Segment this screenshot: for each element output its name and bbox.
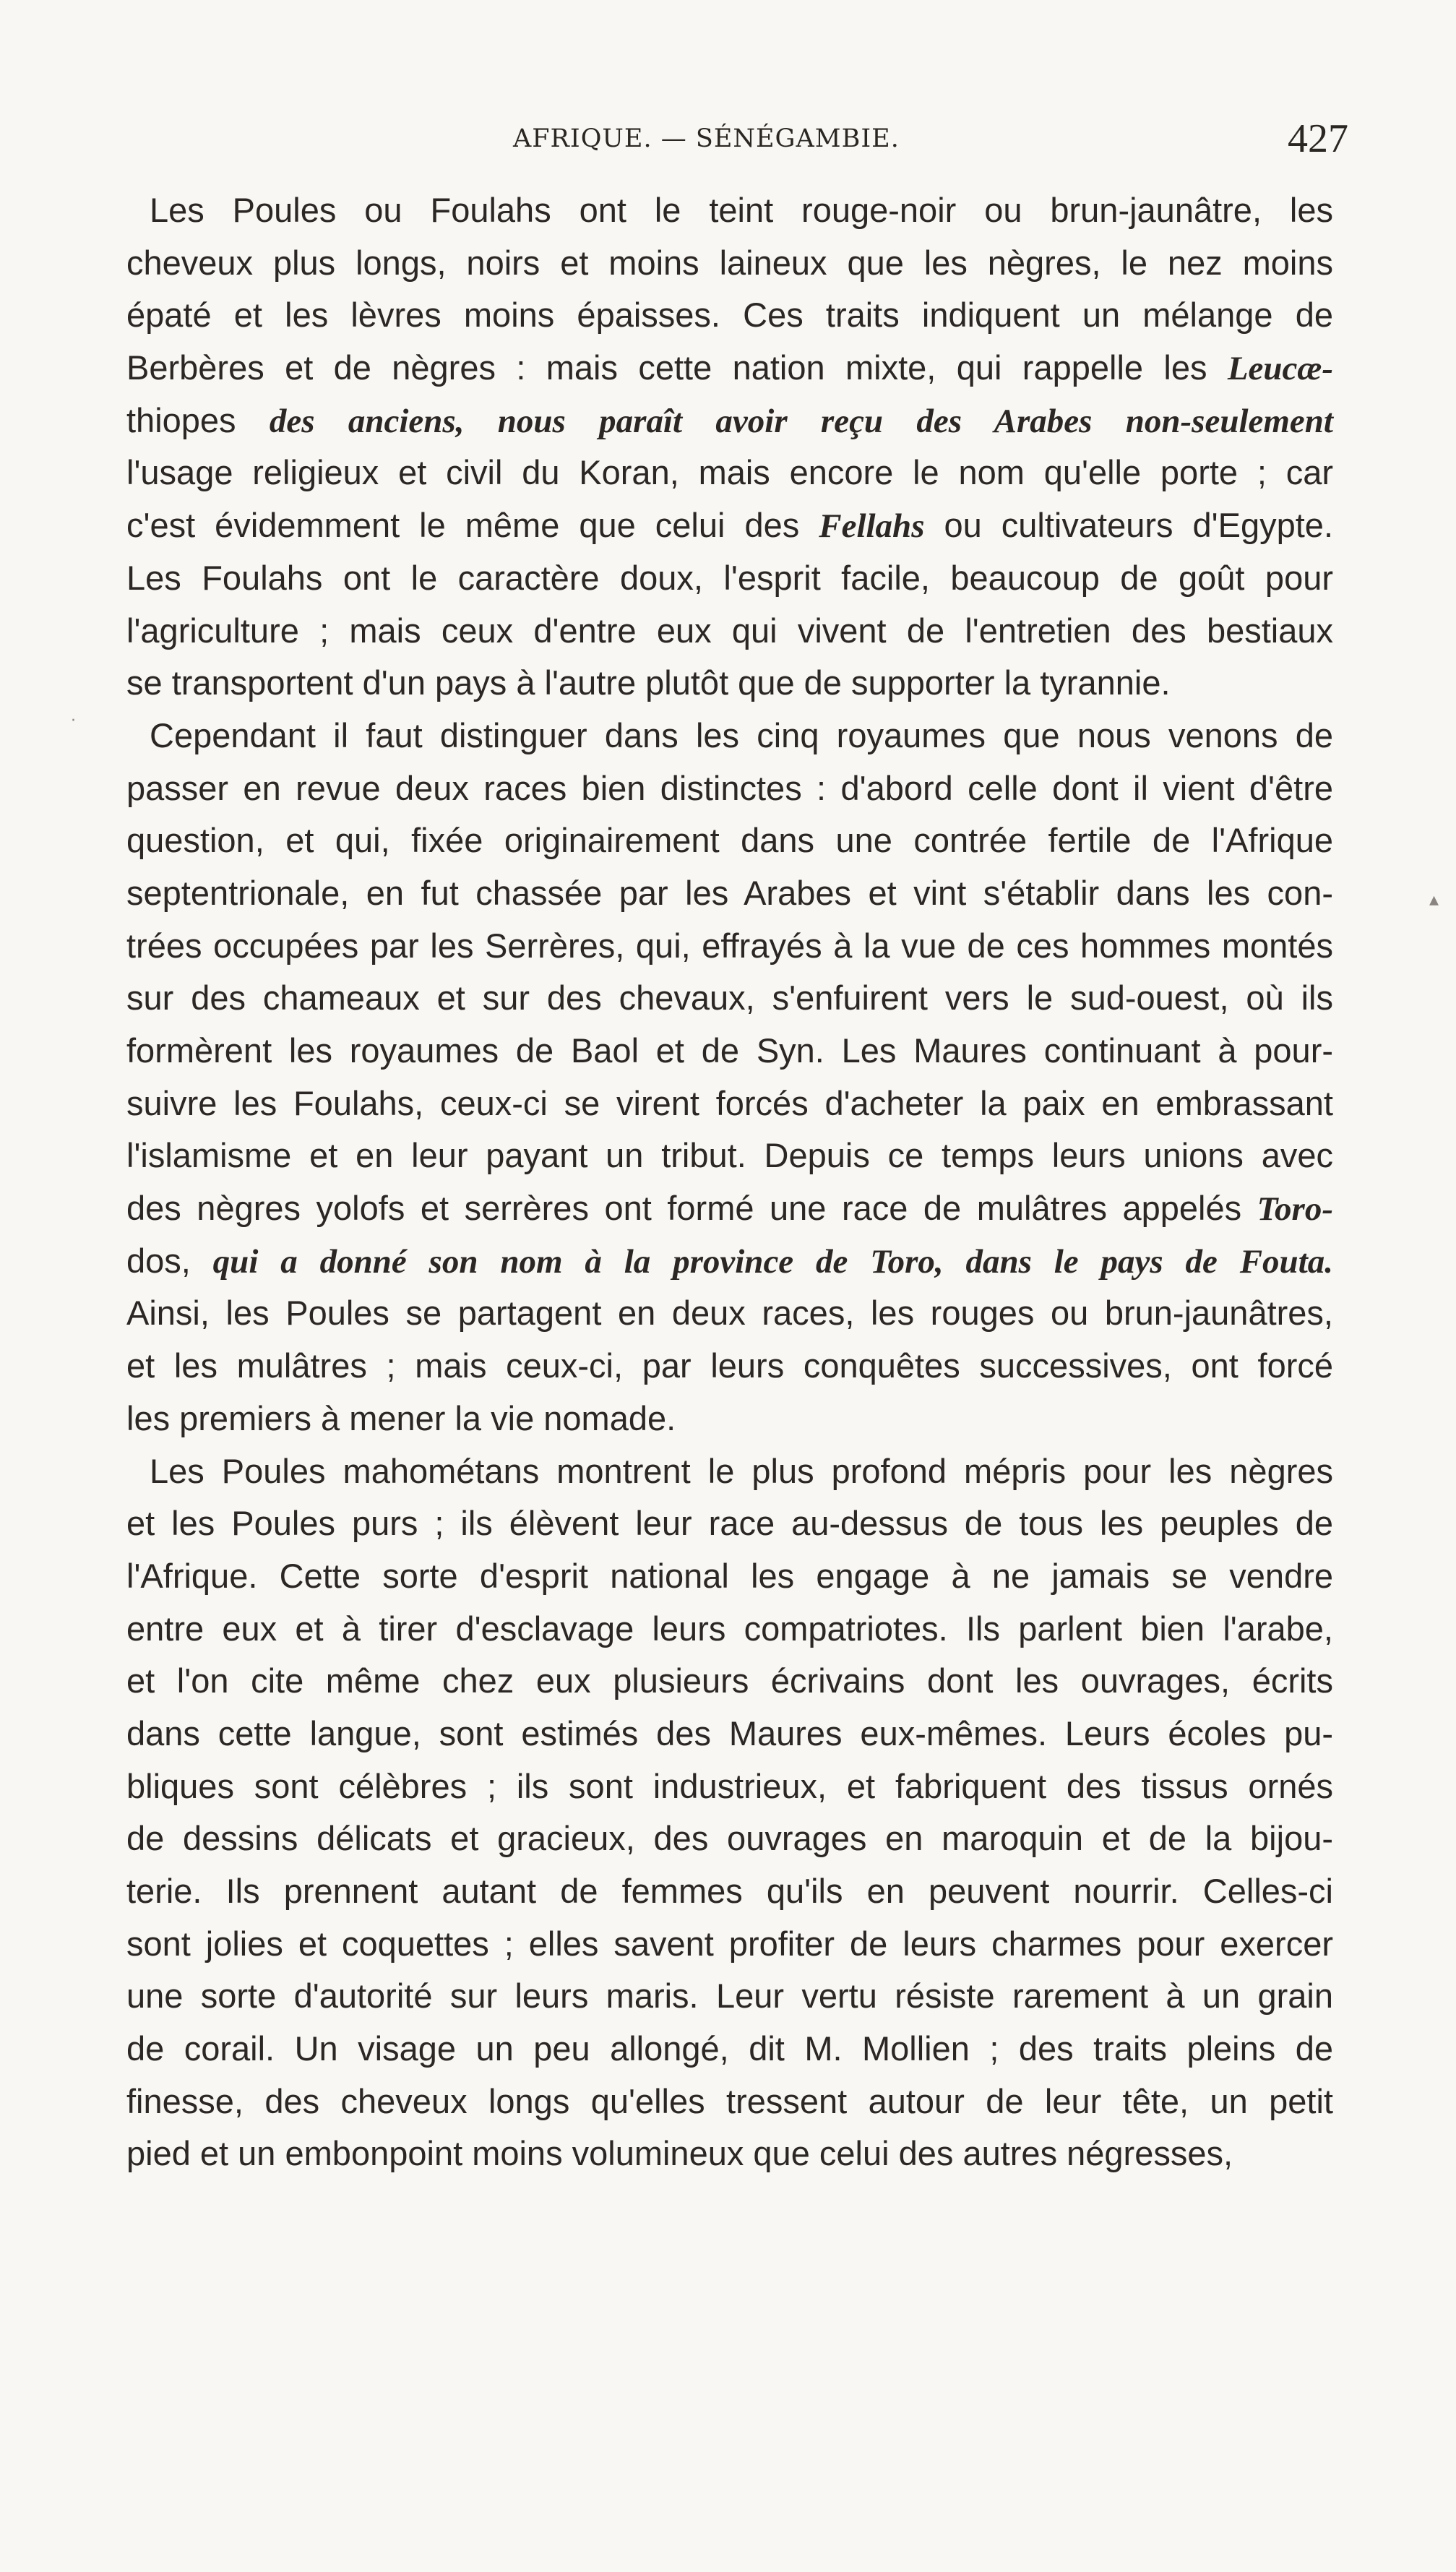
margin-speck: ·: [71, 712, 76, 730]
page-number: 427: [1288, 116, 1348, 161]
text-line: [126, 1025, 1333, 1078]
text-line: [126, 342, 1333, 395]
text-line: [126, 2076, 1333, 2128]
text-run: finesse, des cheveux longs qu'elles tressent autour de leur tête, un petit: [126, 2081, 1333, 2120]
text-line: [126, 184, 1333, 237]
italic-term: Toro-: [1257, 1190, 1333, 1229]
text-run: question, et qui, fixée originairement dans une contrée fertile de l'Afrique: [126, 821, 1333, 860]
margin-speck: ▴: [1429, 889, 1439, 911]
text-line: [126, 1130, 1333, 1182]
italic-term: des anciens, nous paraît avoir reçu des Arabes non-seulement: [236, 402, 1333, 440]
text-line: [126, 1865, 1333, 1918]
text-run: Les Foulahs ont le caractère doux, l'esprit facile, beaucoup de goût pour: [126, 558, 1333, 597]
italic-term: qui a donné son nom à la province de Toro, dans le pays de Fouta.: [190, 1242, 1333, 1281]
text-line: [126, 867, 1333, 920]
text-run: une sorte d'autorité sur leurs maris. Leur vertu résiste rarement à un grain: [126, 1977, 1333, 2016]
text-run: l'islamisme et en leur payant un tribut. Depuis ce temps leurs unions avec: [126, 1136, 1333, 1175]
text-run: Berbères et de nègres : mais cette nation mixte, qui rappelle les: [126, 348, 1228, 387]
italic-term: Fellahs: [819, 507, 925, 546]
text-run: entre eux et à tirer d'esclavage leurs compatriotes. Ils parlent bien l'arabe,: [126, 1609, 1333, 1648]
text-line: [126, 1393, 1333, 1445]
text-line: [126, 1340, 1333, 1393]
text-line: [126, 972, 1333, 1025]
text-run: trées occupées par les Serrères, qui, effrayés à la vue de ces hommes montés: [126, 926, 1333, 965]
text-line: [126, 2023, 1333, 2076]
text-line: [126, 447, 1333, 499]
text-run: ou cultivateurs d'Egypte.: [924, 506, 1333, 545]
text-run: formèrent les royaumes de Baol et de Syn. Les Maures continuant à pour-: [126, 1031, 1333, 1070]
text-run: suivre les Foulahs, ceux-ci se virent forcés d'acheter la paix en embrassant: [126, 1083, 1333, 1122]
text-line: [126, 1287, 1333, 1340]
text-line: [126, 1918, 1333, 1971]
text-run: se transportent d'un pays à l'autre plutôt que de supporter la tyrannie.: [126, 663, 1171, 702]
text-line: [126, 762, 1333, 815]
running-title: AFRIQUE. — SÉNÉGAMBIE.: [513, 124, 900, 153]
text-line: [126, 1078, 1333, 1130]
text-run: l'Afrique. Cette sorte d'esprit national les engage à ne jamais se vendre: [126, 1556, 1333, 1595]
text-line: [126, 552, 1333, 605]
text-line: [126, 1445, 1333, 1498]
text-line: [126, 1603, 1333, 1656]
text-run: les premiers à mener la vie nomade.: [126, 1398, 676, 1437]
text-line: [126, 395, 1333, 447]
text-run: Les Poules mahométans montrent le plus profond mépris pour les nègres: [150, 1451, 1333, 1490]
body-text: [126, 184, 1333, 2180]
text-run: c'est évidemment le même que celui des: [126, 506, 819, 545]
text-line: [126, 657, 1333, 710]
text-line: [126, 1235, 1333, 1288]
text-line: [126, 1970, 1333, 2023]
text-run: de dessins délicats et gracieux, des ouvrages en maroquin et de la bijou-: [126, 1819, 1333, 1858]
text-run: terie. Ils prennent autant de femmes qu'ils en peuvent nourrir. Celles-ci: [126, 1872, 1333, 1910]
text-line: [126, 1655, 1333, 1708]
text-run: Les Poules ou Foulahs ont le teint rouge-noir ou brun-jaunâtre, les: [150, 191, 1333, 229]
text-line: [126, 710, 1333, 762]
text-run: sur des chameaux et sur des chevaux, s'enfuirent vers le sud-ouest, où ils: [126, 979, 1333, 1018]
text-run: et l'on cite même chez eux plusieurs écrivains dont les ouvrages, écrits: [126, 1661, 1333, 1700]
text-run: des nègres yolofs et serrères ont formé une race de mulâtres appelés: [126, 1189, 1257, 1228]
text-line: [126, 1708, 1333, 1760]
text-run: cheveux plus longs, noirs et moins laineux que les nègres, le nez moins: [126, 243, 1333, 282]
text-run: l'agriculture ; mais ceux d'entre eux qui vivent de l'entretien des bestiaux: [126, 611, 1333, 650]
text-line: [126, 237, 1333, 290]
text-run: Cependant il faut distinguer dans les cinq royaumes que nous venons de: [150, 715, 1333, 754]
text-run: sont jolies et coquettes ; elles savent profiter de leurs charmes pour exercer: [126, 1924, 1333, 1963]
text-line: [126, 605, 1333, 658]
text-run: pied et un embonpoint moins volumineux que celui des autres négresses,: [126, 2134, 1233, 2173]
text-run: passer en revue deux races bien distinctes : d'abord celle dont il vient d'être: [126, 768, 1333, 807]
text-line: [126, 289, 1333, 342]
text-run: Ainsi, les Poules se partagent en deux races, les rouges ou brun-jaunâtres,: [126, 1294, 1333, 1333]
text-run: l'usage religieux et civil du Koran, mais encore le nom qu'elle porte ; car: [126, 453, 1333, 492]
paragraph: [126, 1445, 1333, 2181]
text-line: [126, 1182, 1333, 1235]
text-run: et les mulâtres ; mais ceux-ci, par leurs conquêtes successives, ont forcé: [126, 1346, 1333, 1385]
paragraph: [126, 710, 1333, 1445]
text-line: [126, 1497, 1333, 1550]
text-line: [126, 499, 1333, 552]
text-line: [126, 1760, 1333, 1813]
text-line: [126, 1550, 1333, 1603]
text-line: [126, 1812, 1333, 1865]
italic-term: Leucæ-: [1227, 350, 1333, 388]
text-run: bliques sont célèbres ; ils sont industrieux, et fabriquent des tissus ornés: [126, 1766, 1333, 1805]
text-run: de corail. Un visage un peu allongé, dit M. Mollien ; des traits pleins de: [126, 2029, 1333, 2068]
text-run: septentrionale, en fut chassée par les Arabes et vint s'établir dans les con-: [126, 873, 1333, 912]
text-run: dans cette langue, sont estimés des Maures eux-mêmes. Leurs écoles pu-: [126, 1713, 1333, 1752]
text-run: dos,: [126, 1241, 191, 1280]
text-line: [126, 814, 1333, 867]
text-line: [126, 920, 1333, 973]
text-line: [126, 2128, 1333, 2180]
text-run: et les Poules purs ; ils élèvent leur race au-dessus de tous les peuples de: [126, 1504, 1333, 1543]
running-head: [0, 108, 1456, 173]
text-run: thiopes: [126, 400, 236, 439]
paragraph: [126, 184, 1333, 710]
text-run: épaté et les lèvres moins épaisses. Ces traits indiquent un mélange de: [126, 296, 1333, 335]
